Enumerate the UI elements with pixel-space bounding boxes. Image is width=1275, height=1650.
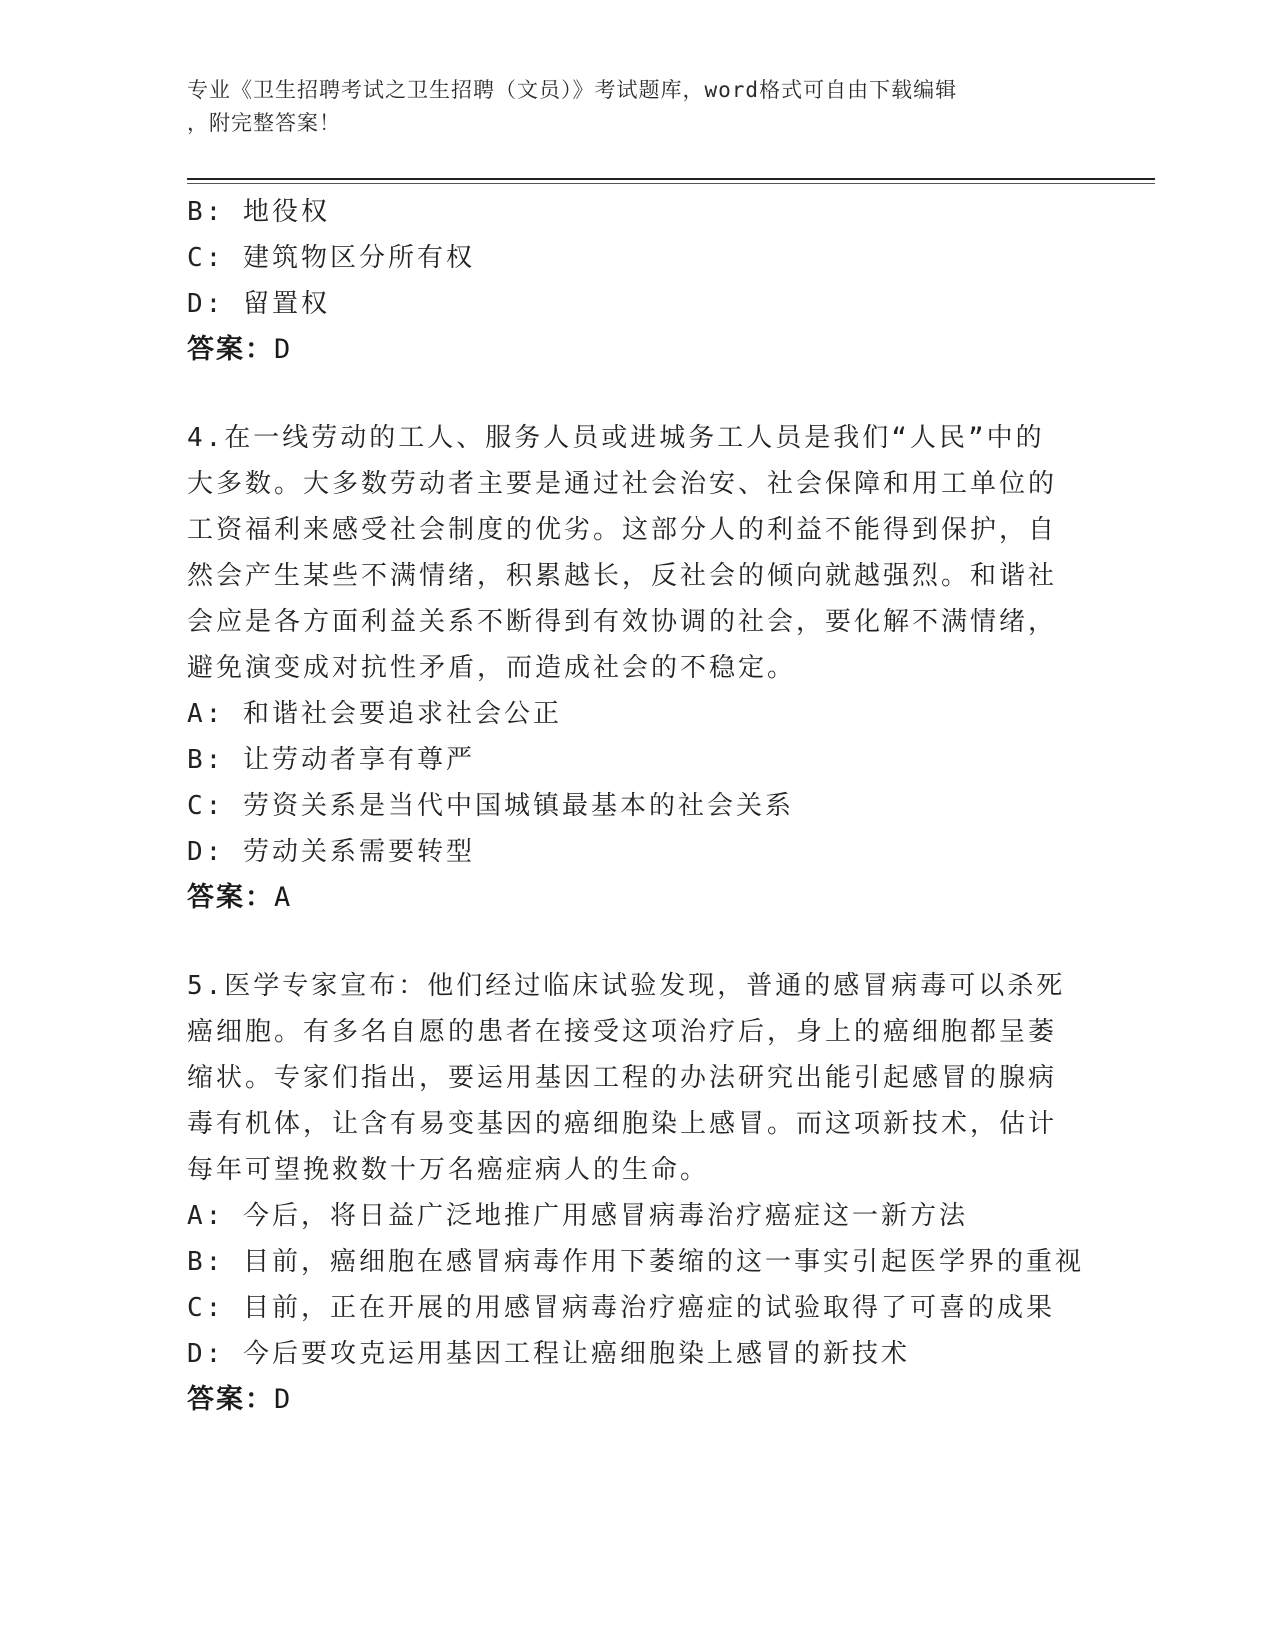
option-label: A: <box>187 1201 225 1231</box>
option-text: 今后要攻克运用基因工程让癌细胞染上感冒的新技术 <box>242 1339 910 1369</box>
option-b <box>187 1239 1084 1285</box>
answer-line <box>187 875 1077 921</box>
option-label: A: <box>187 699 225 729</box>
answer-label: 答案： <box>187 882 274 913</box>
answer-value: D <box>274 1384 293 1415</box>
question-5 <box>187 963 1084 1423</box>
option-label: D: <box>187 289 225 319</box>
option-text: 目前，癌细胞在感冒病毒作用下萎缩的这一事实引起医学界的重视 <box>242 1247 1084 1277</box>
question-stem-line: 大多数。大多数劳动者主要是通过社会治安、社会保障和用工单位的 <box>187 469 1058 499</box>
answer-label: 答案： <box>187 334 274 365</box>
question-stem-line: 癌细胞。有多名自愿的患者在接受这项治疗后，身上的癌细胞都呈萎 <box>187 1017 1058 1047</box>
option-d <box>187 281 1077 327</box>
question-stem-line: 5.医学专家宣布：他们经过临床试验发现，普通的感冒病毒可以杀死 <box>187 971 1066 1001</box>
question-content <box>187 189 1084 1423</box>
question-4 <box>187 415 1077 921</box>
option-d <box>187 829 1077 875</box>
option-text: 劳动关系需要转型 <box>242 837 475 867</box>
option-text: 建筑物区分所有权 <box>242 243 475 273</box>
option-b <box>187 189 1077 235</box>
option-text: 和谐社会要追求社会公正 <box>242 699 562 729</box>
header-line-2: ，附完整答案！ <box>187 111 341 135</box>
option-d <box>187 1331 1077 1377</box>
option-label: D: <box>187 837 225 867</box>
option-text: 让劳动者享有尊严 <box>242 745 475 775</box>
option-label: B: <box>187 197 225 227</box>
option-label: C: <box>187 1293 225 1323</box>
question-stem-line: 会应是各方面利益关系不断得到有效协调的社会，要化解不满情绪， <box>187 607 1058 637</box>
question-3 <box>187 189 1077 373</box>
option-a <box>187 1193 1077 1239</box>
header-rule-thin <box>187 183 1155 184</box>
option-text: 劳资关系是当代中国城镇最基本的社会关系 <box>242 791 794 821</box>
header-line-1: 专业《卫生招聘考试之卫生招聘（文员）》考试题库，word格式可自由下载编辑 <box>187 78 958 102</box>
option-c <box>187 1285 1077 1331</box>
option-c <box>187 235 1077 281</box>
question-stem-line: 缩状。专家们指出，要运用基因工程的办法研究出能引起感冒的腺病 <box>187 1063 1058 1093</box>
answer-line <box>187 1377 1077 1423</box>
question-stem-line: 毒有机体，让含有易变基因的癌细胞染上感冒。而这项新技术，估计 <box>187 1109 1058 1139</box>
question-stem-line: 4.在一线劳动的工人、服务人员或进城务工人员是我们“人民”中的 <box>187 423 1045 453</box>
option-label: C: <box>187 791 225 821</box>
option-text: 地役权 <box>242 197 330 227</box>
option-label: C: <box>187 243 225 273</box>
option-text: 留置权 <box>242 289 330 319</box>
answer-label: 答案： <box>187 1384 274 1415</box>
header-rule-thick <box>187 178 1155 180</box>
option-c <box>187 783 1077 829</box>
answer-value: A <box>274 882 293 913</box>
option-a <box>187 691 1077 737</box>
option-label: B: <box>187 1247 225 1277</box>
spacer <box>187 921 1077 963</box>
question-stem-line: 工资福利来感受社会制度的优劣。这部分人的利益不能得到保护，自 <box>187 515 1058 545</box>
answer-line <box>187 327 1077 373</box>
answer-value: D <box>274 334 293 365</box>
question-stem-line: 然会产生某些不满情绪，积累越长，反社会的倾向就越强烈。和谐社 <box>187 561 1058 591</box>
option-b <box>187 737 1077 783</box>
page-header <box>187 74 1067 140</box>
option-text: 今后，将日益广泛地推广用感冒病毒治疗癌症这一新方法 <box>242 1201 968 1231</box>
spacer <box>187 373 1077 415</box>
option-text: 目前，正在开展的用感冒病毒治疗癌症的试验取得了可喜的成果 <box>242 1293 1055 1323</box>
question-stem-line: 每年可望挽救数十万名癌症病人的生命。 <box>187 1155 710 1185</box>
question-stem-line: 避免演变成对抗性矛盾，而造成社会的不稳定。 <box>187 653 797 683</box>
option-label: B: <box>187 745 225 775</box>
option-label: D: <box>187 1339 225 1369</box>
